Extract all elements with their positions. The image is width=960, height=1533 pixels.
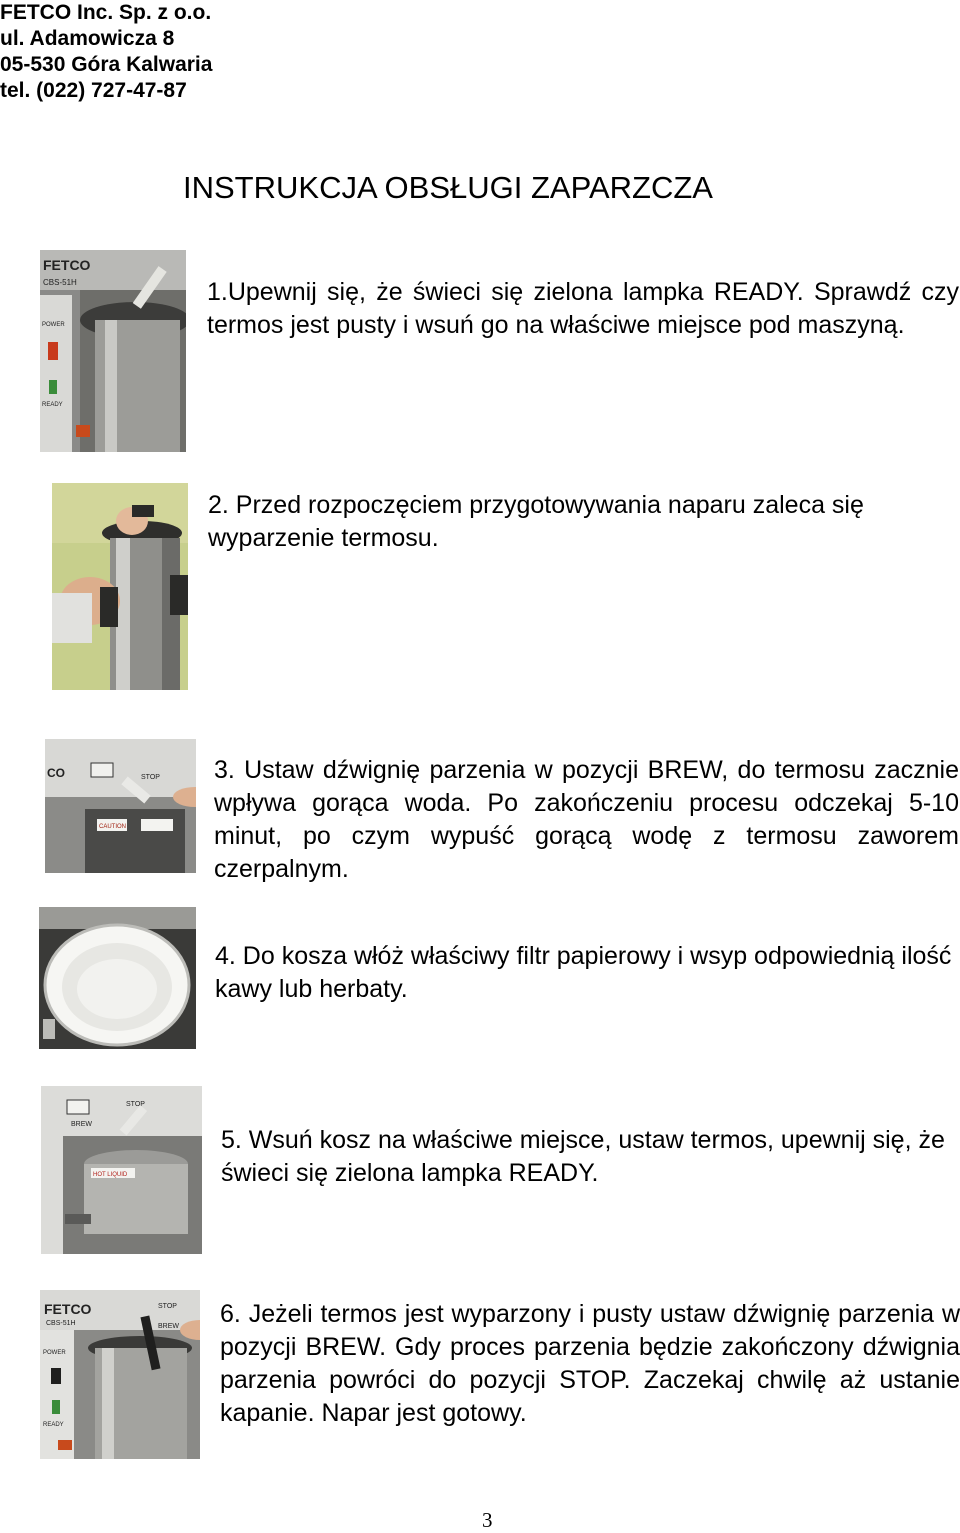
company-phone: tel. (022) 727-47-87 — [0, 79, 187, 102]
brew-position-photo — [40, 1290, 200, 1459]
photo3-stop: STOP — [141, 774, 160, 781]
photo6-model: CBS-51H — [46, 1320, 76, 1327]
photo6-stop: STOP — [158, 1303, 177, 1310]
brewer-front-photo — [40, 250, 186, 452]
step-5 — [221, 1124, 960, 1190]
basket-insert-photo — [41, 1086, 202, 1254]
photo1-ready: READY — [42, 402, 63, 408]
company-city: 05-530 Góra Kalwaria — [0, 53, 213, 76]
step-2-text: 2. Przed rozpoczęciem przygotowywania naparu zaleca się wyparzenie termosu. — [208, 491, 864, 552]
brew-lever-photo — [45, 739, 196, 873]
step-1 — [207, 276, 959, 342]
photo3-brand-fragment: CO — [47, 766, 65, 780]
photo6-brand: FETCO — [44, 1301, 92, 1317]
photo5-brew: BREW — [71, 1121, 92, 1128]
step-2 — [208, 489, 960, 555]
step-6-text: 6. Jeżeli termos jest wyparzony i pusty ustaw dźwignię parzenia w pozycji BREW. Gdy proces parzenia będzie zakończony dźwignia parzenia powróci do pozycji STOP. Zaczekaj chwilę aż ustanie kapanie. Napar jest gotowy. — [220, 1300, 960, 1427]
page-title: INSTRUKCJA OBSŁUGI ZAPARZCZA — [183, 170, 713, 205]
thermos-lid-photo — [52, 483, 188, 690]
photo1-power: POWER — [42, 322, 65, 328]
photo6-power: POWER — [43, 1350, 66, 1356]
step-3-text: 3. Ustaw dźwignię parzenia w pozycji BREW, do termosu zacznie wpływa gorąca woda. Po zakończeniu procesu odczekaj 5-10 minut, po czym wypuść gorącą wodę z termosu zaworem czerpalnym. — [214, 756, 959, 883]
step-6 — [220, 1298, 960, 1430]
step-5-text: 5. Wsuń kosz na właściwe miejsce, ustaw termos, upewnij się, że świeci się zielona lampka READY. — [221, 1126, 945, 1187]
paper-filter-photo — [39, 907, 196, 1049]
photo5-stop: STOP — [126, 1101, 145, 1108]
photo3-caution: CAUTION — [99, 824, 126, 830]
step-3 — [214, 754, 959, 886]
photo6-brew: BREW — [158, 1323, 179, 1330]
photo6-ready: READY — [43, 1422, 64, 1428]
step-4 — [215, 940, 960, 1006]
step-4-text: 4. Do kosza włóż właściwy filtr papierowy i wsyp odpowiednią ilość kawy lub herbaty. — [215, 942, 952, 1003]
company-address — [0, 0, 212, 104]
company-name: FETCO Inc. Sp. z o.o. — [0, 1, 212, 24]
page-number: 3 — [482, 1508, 493, 1532]
photo1-brand: FETCO — [43, 257, 91, 273]
step-1-text: 1.Upewnij się, że świeci się zielona lampka READY. Sprawdź czy termos jest pusty i wsuń go na właściwe miejsce pod maszyną. — [207, 278, 959, 339]
photo1-model: CBS-51H — [43, 278, 77, 287]
photo5-hot-liquid: HOT LIQUID — [93, 1172, 128, 1178]
company-street: ul. Adamowicza 8 — [0, 27, 175, 50]
